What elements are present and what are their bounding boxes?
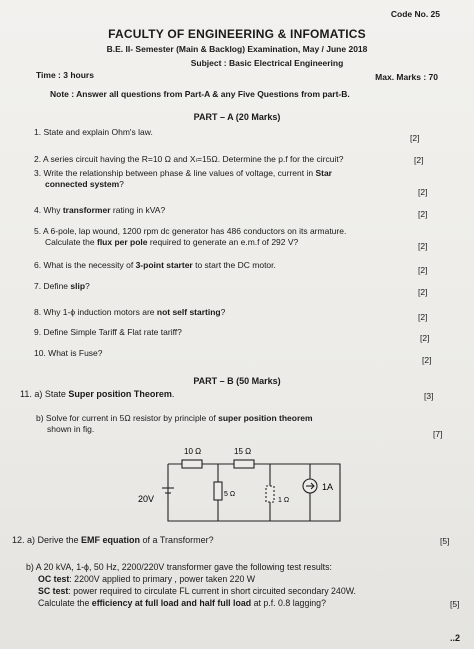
question-9: 9. Define Simple Tariff & Flat rate tariff? [34,327,182,337]
question-4: 4. Why transformer rating in kVA? [34,205,166,215]
question-11a: 11. a) State Super position Theorem. [20,389,175,399]
label-i: 1A [322,482,334,492]
part-b-heading: PART – B (50 Marks) [193,376,281,386]
resistor-10-ohm [182,460,202,468]
question-3: 3. Write the relationship between phase & line values of voltage, current in Star connected system? [34,168,332,189]
question-8-marks: [2] [418,312,428,322]
instructions-note: Note : Answer all questions from Part-A & any Five Questions from part-B. [50,89,350,99]
question-6: 6. What is the necessity of 3-point starter to start the DC motor. [34,260,276,270]
question-2-marks: [2] [414,155,424,165]
question-1-marks: [2] [410,133,420,143]
question-4-marks: [2] [418,209,428,219]
question-5: 5. A 6-pole, lap wound, 1200 rpm dc generator has 486 conductors on its armature. Calculate the flux per pole required to generate an e.m.f of 292 V? [34,226,347,247]
question-12b: b) A 20 kVA, 1-ϕ, 50 Hz, 2200/220V transformer gave the following test results: OC test: 2200V applied to primary , power taken 220 W SC test: power required to circulate FL current in short circuited secondary 240W. Calculate the efficiency at full load and half full load at p.f. 0.8 lagging? [26,562,356,608]
exam-title: B.E. II- Semester (Main & Backlog) Examination, May / June 2018 [106,44,368,54]
label-r3: 5 Ω [224,491,236,498]
question-9-marks: [2] [420,333,430,343]
question-1: 1. State and explain Ohm's law. [34,127,153,137]
question-2: 2. A series circuit having the R=10 Ω and Xₗ=15Ω. Determine the p.f for the circuit? [34,154,344,164]
subject-line: Subject : Basic Electrical Engineering [190,58,344,68]
question-8: 8. Why 1-ϕ induction motors are not self starting? [34,307,226,317]
question-11a-marks: [3] [424,391,434,401]
circuit-diagram [130,440,370,532]
label-r1: 10 Ω [184,447,202,456]
part-a-heading: PART – A (20 Marks) [193,112,281,122]
question-5-marks: [2] [418,241,428,251]
resistor-5-ohm [214,482,222,500]
max-marks: Max. Marks : 70 [375,72,438,82]
question-12b-marks: [5] [450,599,460,609]
page-continuation: ..2 [449,633,460,643]
code-number: Code No. 25 [390,9,440,19]
question-12a-marks: [5] [440,536,450,546]
question-10-marks: [2] [422,355,432,365]
question-6-marks: [2] [418,265,428,275]
question-3-keyword-2: connected system [45,179,120,189]
question-11b: b) Solve for current in 5Ω resistor by principle of super position theorem shown in fig. [36,413,313,434]
label-r2: 15 Ω [234,447,252,456]
time-allowed: Time : 3 hours [36,70,94,80]
question-7: 7. Define slip? [34,281,90,291]
label-r4: 1 Ω [278,497,290,504]
resistor-15-ohm [234,460,254,468]
question-7-marks: [2] [418,287,428,297]
resistor-1-ohm [266,486,274,502]
question-10: 10. What is Fuse? [34,348,103,358]
question-3-marks: [2] [418,187,428,197]
question-3-keyword: Star [315,168,332,178]
faculty-title: FACULTY OF ENGINEERING & INFOMATICS [108,27,366,41]
question-12a: 12. a) Derive the EMF equation of a Transformer? [12,535,214,545]
question-11b-marks: [7] [433,429,443,439]
label-v: 20V [138,494,155,504]
